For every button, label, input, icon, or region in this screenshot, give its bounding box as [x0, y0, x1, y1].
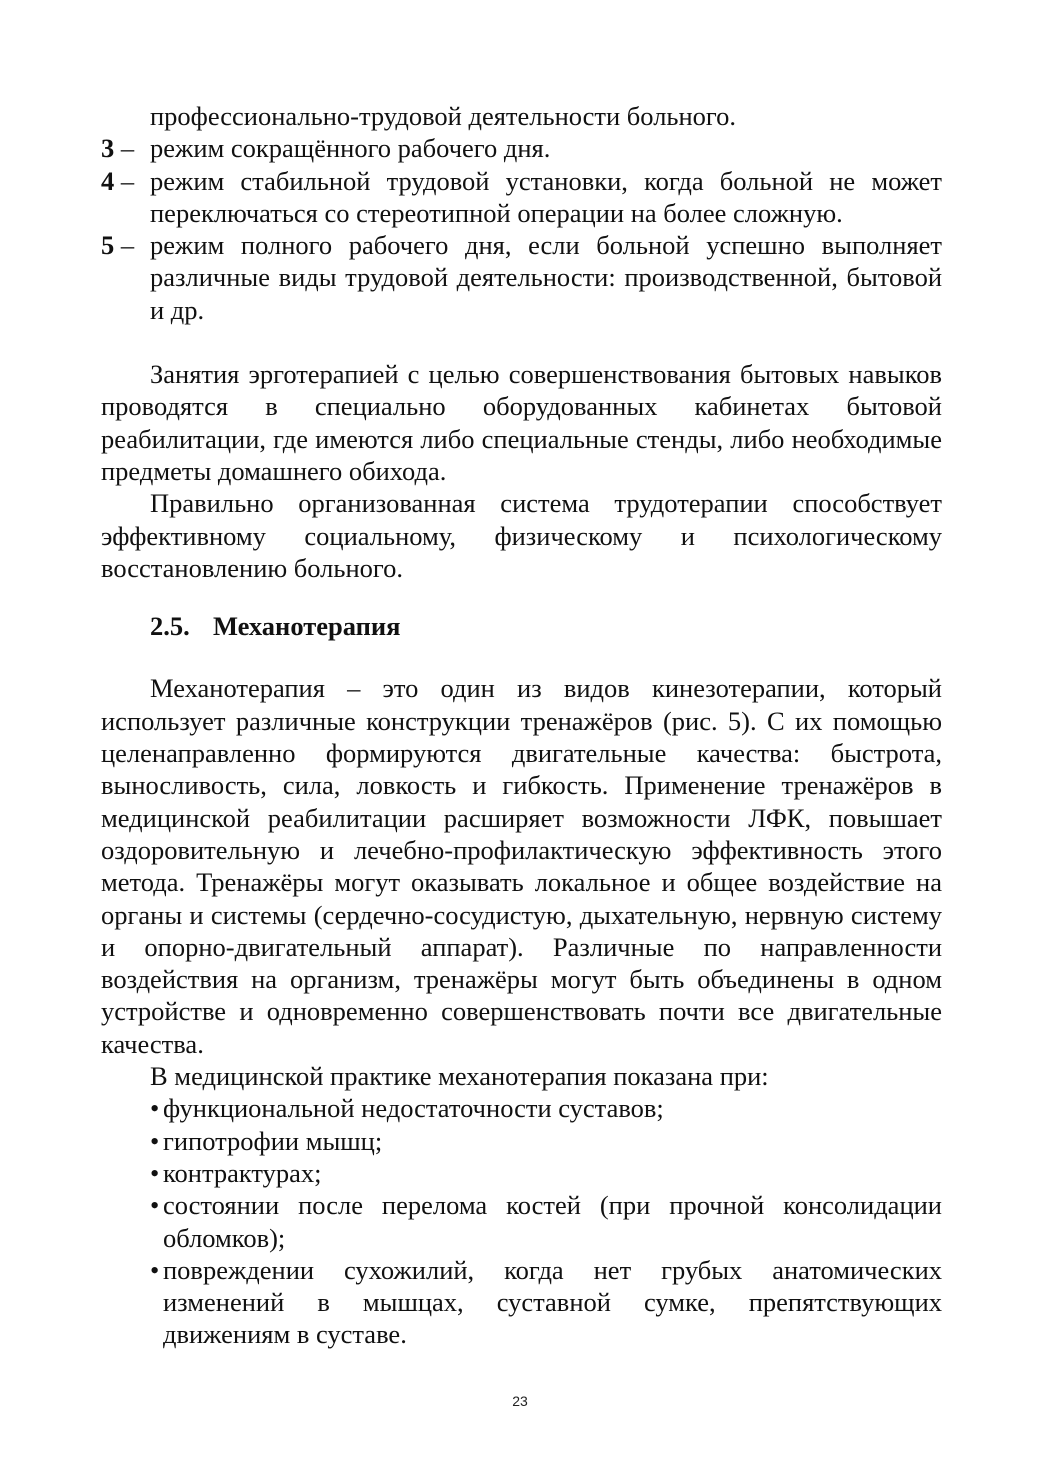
- mode-number: 5 –: [101, 230, 135, 261]
- paragraph-ergotherapy: Занятия эрготерапией с целью совершенствования бытовых навыков проводятся в специально оборудованных кабинетах бытовой реабилитации, где имеются либо специальные стенды, либо необходимые предметы домашнего обихода.: [101, 359, 942, 486]
- mode-item-3: [101, 132, 942, 164]
- section-number: 2.5.: [150, 611, 190, 642]
- section-title: Механотерапия: [213, 611, 401, 642]
- list-item: • повреждении сухожилий, когда нет грубых анатомических изменений в мышцах, суставной сумке, препятствующих движениям в суставе.: [150, 1254, 942, 1350]
- continuation-line: профессионально-трудовой деятельности больного.: [150, 101, 737, 131]
- list-item: • состоянии после перелома костей (при прочной консолидации обломков);: [150, 1190, 942, 1253]
- page-number: 23: [512, 1393, 528, 1409]
- indications-intro: В медицинской практике механотерапия показана при:: [150, 1061, 769, 1092]
- indications-list: [101, 1092, 942, 1350]
- list-item: • функциональной недостаточности суставов;: [150, 1093, 664, 1124]
- mode-number: 3 –: [101, 133, 135, 164]
- bullet-icon: •: [150, 1190, 160, 1221]
- bullet-icon: •: [150, 1093, 160, 1124]
- mode-item-5: [101, 229, 942, 326]
- mode-text: режим стабильной трудовой установки, когда больной не может переключаться со стереотипной операции на более сложную.: [150, 165, 942, 228]
- modes-list: [101, 132, 942, 326]
- mode-number: 4 –: [101, 165, 135, 196]
- list-item: • гипотрофии мышц;: [150, 1125, 383, 1156]
- bullet-icon: •: [150, 1125, 160, 1156]
- paragraph-labor-therapy: Правильно организованная система трудотерапии способствует эффективному социальному, физическому и психологическому восстановлению больного.: [101, 488, 942, 583]
- document-page: [101, 100, 942, 1351]
- mode-item-4: [101, 165, 942, 230]
- mode-text: режим полного рабочего дня, если больной успешно выполняет различные виды трудовой деятельности: производственной, бытовой и др.: [150, 230, 942, 325]
- list-item: • контрактурах;: [150, 1157, 322, 1188]
- mode-text: режим сокращённого рабочего дня.: [150, 133, 551, 164]
- bullet-icon: •: [150, 1157, 160, 1188]
- section-heading: [101, 610, 942, 642]
- paragraph-mechanotherapy: Механотерапия – это один из видов кинезотерапии, который использует различные конструкции тренажёров (рис. 5). С их помощью целенаправленно формируются двигательные качества: быстрота, выносливость, сила, ловкость и гибкость. Применение тренажёров в медицинской реабилитации расширяет возможности ЛФК, повышает оздоровительную и лечебно-профилактическую эффективность этого метода. Тренажёры могут оказывать локальное и общее воздействие на органы и системы (сердечно-сосудистую, дыхательную, нервную систему и опорно-двигательный аппарат). Различные по направленности воздействия на организм, тренажёры могут быть объединены в одном устройстве и одновременно совершенствовать почти все двигательные качества.: [101, 673, 942, 1059]
- bullet-icon: •: [150, 1254, 160, 1285]
